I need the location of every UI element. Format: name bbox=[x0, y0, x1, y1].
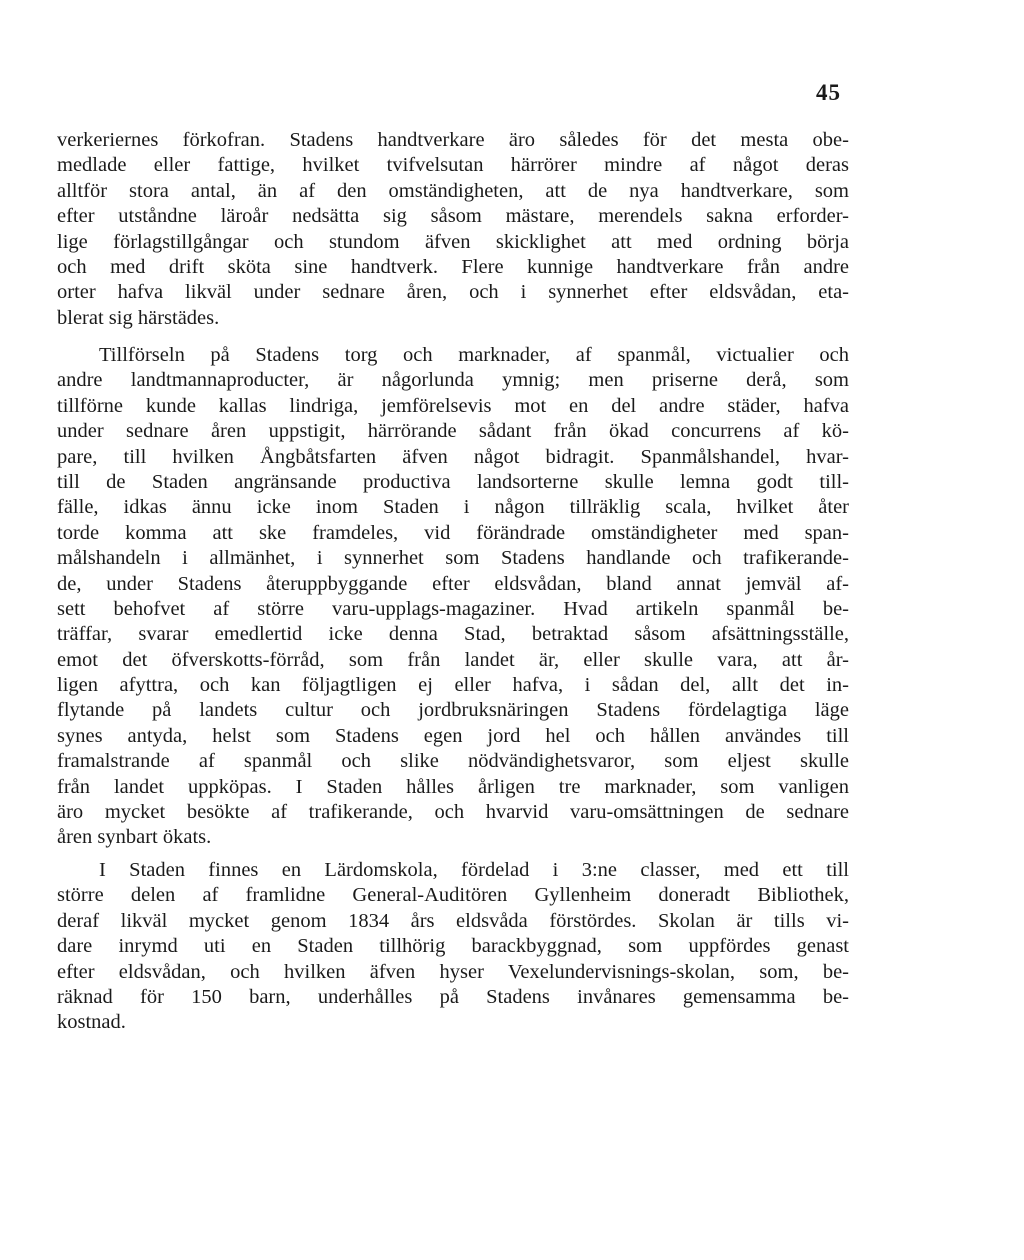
text-line: flytande på landets cultur och jordbruksnäringen Stadens fördelagtiga läge bbox=[57, 699, 849, 722]
text-line: deraf likväl mycket genom 1834 års eldsvåda förstördes. Skolan är tills vi- bbox=[57, 909, 849, 932]
text-line: medlade eller fattige, hvilket tvifvelsutan härrörer mindre af något deras bbox=[57, 154, 849, 177]
paragraph-lardomskola bbox=[57, 858, 849, 1036]
text-line: till de Staden angränsande productiva landsorterne skulle lemna godt till- bbox=[57, 470, 849, 493]
paragraph-handtverkare bbox=[57, 128, 849, 331]
text-line: emot det öfverskotts-förråd, som från landet är, eller skulle vara, att år- bbox=[57, 648, 849, 671]
text-line: äro mycket besökte af trafikerande, och hvarvid varu-omsättningen de sednare bbox=[57, 801, 849, 824]
text-line: Tillförseln på Stadens torg och marknader, af spanmål, victualier och bbox=[99, 344, 849, 366]
text-line: torde komma att ske framdeles, vid förändrade omständigheter med span- bbox=[57, 521, 849, 544]
text-line: målshandeln i allmänhet, i synnerhet som Stadens handlande och trafikerande- bbox=[57, 547, 849, 570]
text-line: orter hafva likväl under sednare åren, och i synnerhet efter eldsvådan, eta- bbox=[57, 281, 849, 304]
text-line: synes antyda, helst som Stadens egen jord hel och hållen användes till bbox=[57, 724, 849, 747]
text-line: blerat sig härstädes. bbox=[57, 306, 220, 329]
text-line: fälle, idkas ännu icke inom Staden i någon tillräklig scala, hvilket åter bbox=[57, 496, 849, 519]
text-line: träffar, svarar emedlertid icke denna Stad, betraktad såsom afsättningsställe, bbox=[57, 623, 849, 646]
text-line: åren synbart ökats. bbox=[57, 826, 212, 849]
text-line: sett behofvet af större varu-upplags-magaziner. Hvad artikeln spanmål be- bbox=[57, 597, 849, 620]
text-line: alltför stora antal, än af den omständigheten, att de nya handtverkare, som bbox=[57, 179, 849, 202]
text-line: större delen af framlidne General-Auditören Gyllenheim doneradt Bibliothek, bbox=[57, 884, 849, 907]
text-line: framalstrande af spanmål och slike nödvändighetsvaror, som eljest skulle bbox=[57, 750, 849, 773]
text-line: I Staden finnes en Lärdomskola, fördelad i 3:ne classer, med ett till bbox=[99, 859, 849, 881]
text-line: efter utståndne läroår nedsätta sig såsom mästare, merendels sakna erforder- bbox=[57, 205, 849, 228]
text-line: andre landtmannaproducter, är någorlunda ymnig; men priserne derå, som bbox=[57, 369, 849, 392]
paragraph-tillforsel bbox=[57, 343, 849, 851]
text-line: pare, till hvilken Ångbåtsfarten äfven något bidragit. Spanmålshandel, hvar- bbox=[57, 445, 849, 468]
page-number: 45 bbox=[816, 80, 841, 105]
text-line: räknad för 150 barn, underhålles på Stadens invånares gemensamma be- bbox=[57, 985, 849, 1008]
text-line: efter eldsvådan, och hvilken äfven hyser Vexelundervisnings-skolan, som, be- bbox=[57, 960, 849, 983]
text-line: från landet uppköpas. I Staden hålles årligen tre marknader, som vanligen bbox=[57, 775, 849, 798]
text-line: tillförne kunde kallas lindriga, jemförelsevis mot en del andre städer, hafva bbox=[57, 394, 849, 417]
text-line: och med drift sköta sine handtverk. Flere kunnige handtverkare från andre bbox=[57, 255, 849, 278]
text-line: under sednare åren uppstigit, härrörande sådant från ökad concurrens af kö- bbox=[57, 420, 849, 443]
text-line: dare inrymd uti en Staden tillhörig barackbyggnad, som uppfördes genast bbox=[57, 935, 849, 958]
text-line: lige förlagstillgångar och stundom äfven skicklighet att med ordning börja bbox=[57, 230, 849, 253]
text-line: ligen afyttra, och kan följagtligen ej eller hafva, i sådan del, allt det in- bbox=[57, 674, 849, 697]
text-line: kostnad. bbox=[57, 1011, 126, 1034]
text-line: de, under Stadens återuppbyggande efter eldsvådan, bland annat jemväl af- bbox=[57, 572, 849, 595]
text-line: verkeriernes förkofran. Stadens handtverkare äro således för det mesta obe- bbox=[57, 129, 849, 151]
